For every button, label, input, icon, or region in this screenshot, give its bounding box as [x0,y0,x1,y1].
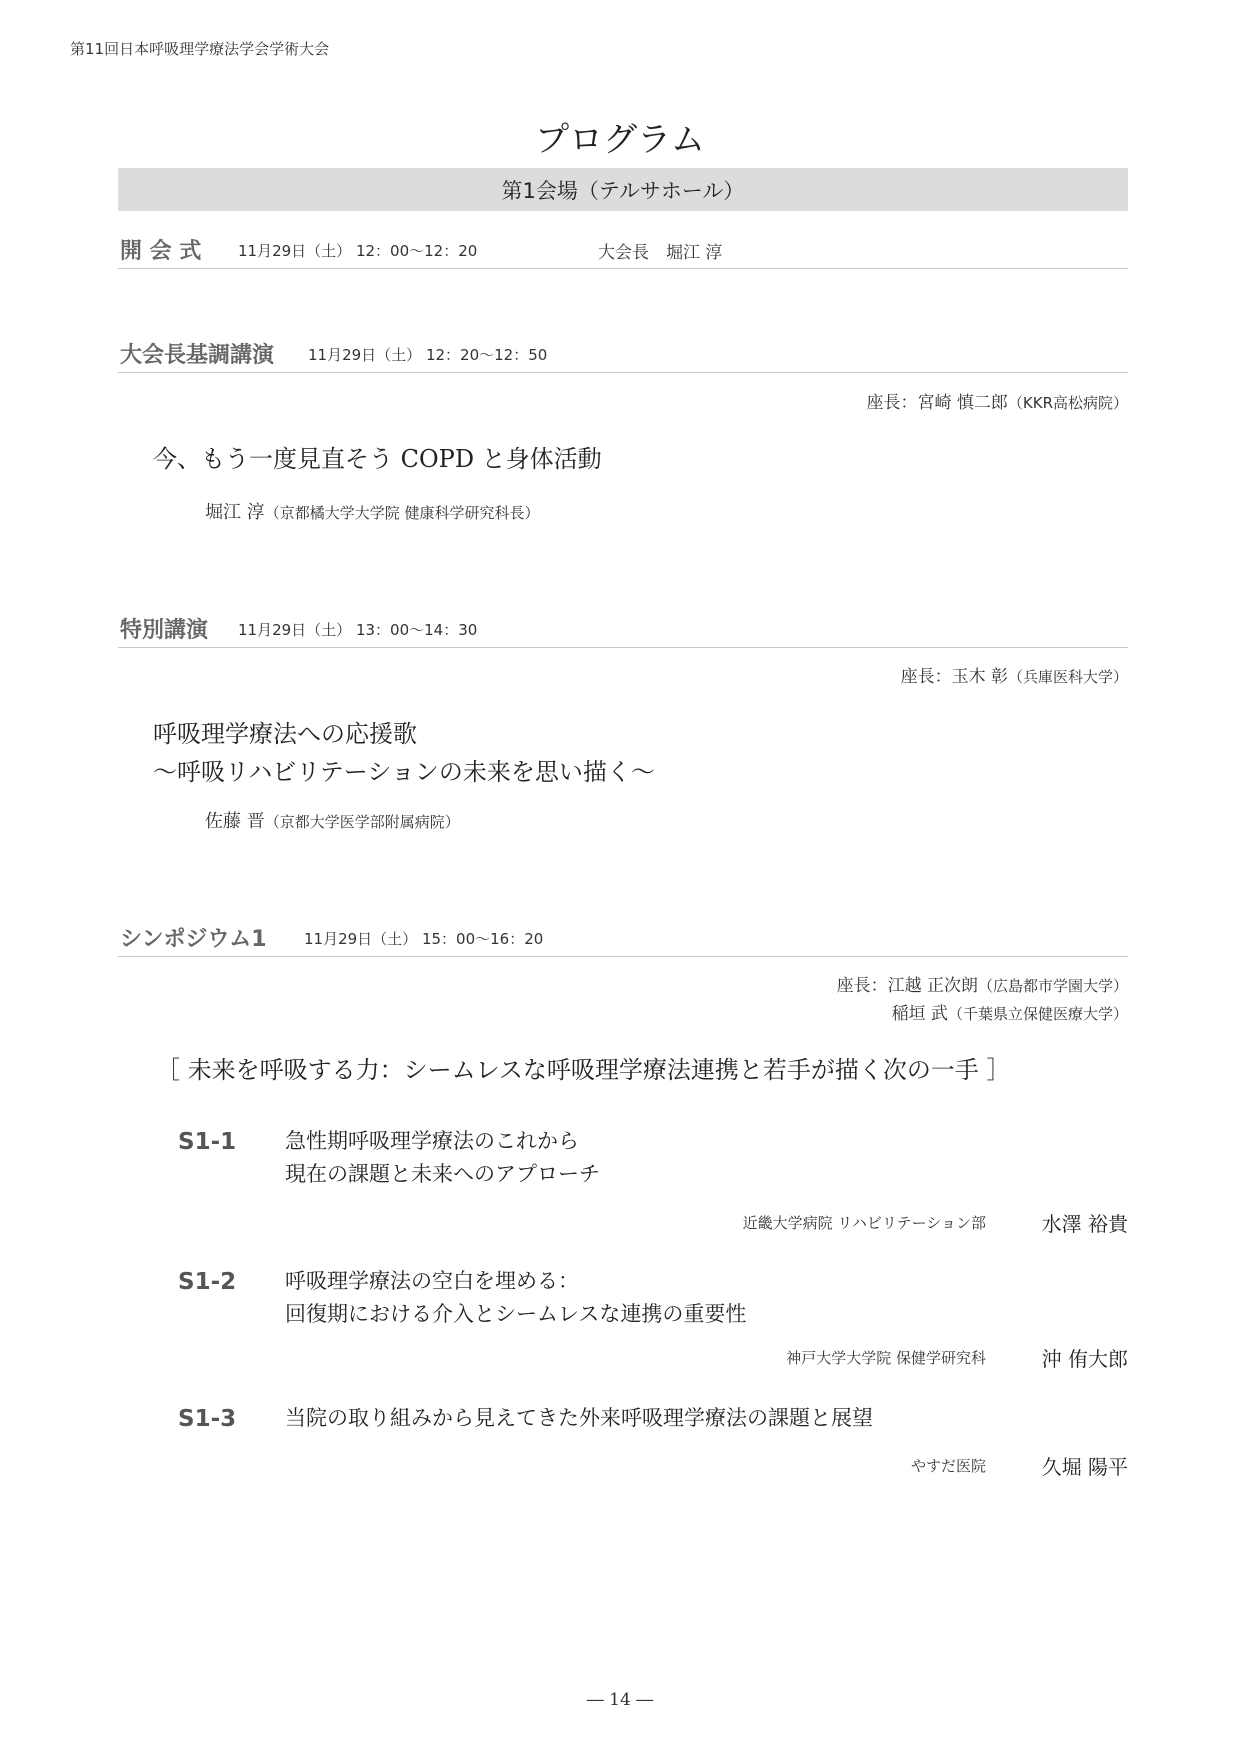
special-speaker [205,807,460,833]
special-chair-affiliation: （兵庫医科大学） [1007,668,1128,686]
talk-speaker-s1-1: 水澤 裕貴 [1041,1212,1128,1236]
keynote-speaker-affiliation: （京都橘大学大学院 健康科学研究科長） [264,504,540,522]
keynote-time: 11月29日（土） 12：20～12：50 [308,346,548,364]
talk-title-s1-3-line1: 当院の取り組みから見えてきた外来呼吸理学療法の課題と展望 [285,1406,873,1430]
symposium-chair-2 [892,999,1128,1024]
page-number: ― 14 ― [586,1690,654,1710]
symposium-time: 11月29日（土） 15：00～16：20 [304,930,544,948]
symposium-section-header [118,918,1128,957]
talk-title-s1-1-line2: 現在の課題と未来へのアプローチ [285,1162,600,1186]
keynote-section-header [118,334,1128,373]
special-title-line2: ～呼吸リハビリテーションの未来を思い描く～ [153,758,655,786]
opening-time: 11月29日（土） 12：00～12：20 [238,242,478,260]
talk-speaker-s1-2: 沖 侑大郎 [1041,1347,1128,1371]
keynote-speaker [205,498,540,524]
symposium-chair-1-affiliation: （広島都市学園大学） [977,977,1128,995]
opening-president: 大会長 堀江 淳 [598,243,723,263]
talk-speaker-s1-3: 久堀 陽平 [1041,1455,1128,1479]
special-label: 特別講演 [120,618,209,643]
venue-label: 第1会場（テルサホール） [501,178,745,203]
talk-affiliation-s1-2: 神戸大学大学院 保健学研究科 [786,1349,986,1367]
keynote-speaker-name: 堀江 淳 [205,502,265,523]
opening-label: 開 会 式 [120,239,202,264]
venue-bar [118,168,1128,211]
talk-id-s1-1: S1-1 [178,1129,237,1155]
special-time: 11月29日（土） 13：00～14：30 [238,621,478,639]
page-title: プログラム [535,120,705,160]
symposium-label: シンポジウム1 [120,927,267,952]
special-chair [901,662,1128,687]
opening-section-header [118,230,1128,269]
keynote-title: 今、もう一度見直そう COPD と身体活動 [153,445,602,473]
running-header: 第11回日本呼吸理学療法学会学術大会 [70,40,330,58]
special-section-header [118,609,1128,648]
talk-id-s1-3: S1-3 [178,1406,237,1432]
symposium-theme: ［ 未来を呼吸する力：シームレスな呼吸理学療法連携と若手が描く次の一手 ］ [156,1056,1011,1084]
symposium-chair-1-name: 座長：江越 正次朗 [836,976,978,996]
special-speaker-affiliation: （京都大学医学部附属病院） [264,813,460,831]
special-title-line1: 呼吸理学療法への応援歌 [153,720,417,748]
talk-affiliation-s1-1: 近畿大学病院 リハビリテーション部 [742,1214,986,1232]
symposium-chair-2-name: 稲垣 武 [891,1004,948,1024]
talk-affiliation-s1-3: やすだ医院 [910,1457,986,1475]
symposium-chair-2-affiliation: （千葉県立保健医療大学） [947,1005,1128,1023]
symposium-chair-1 [837,971,1128,996]
talk-title-s1-2-line2: 回復期における介入とシームレスな連携の重要性 [285,1302,747,1326]
talk-id-s1-2: S1-2 [178,1269,237,1295]
talk-title-s1-2-line1: 呼吸理学療法の空白を埋める： [285,1269,579,1293]
talk-title-s1-1-line1: 急性期呼吸理学療法のこれから [285,1129,579,1153]
special-chair-name: 座長：玉木 彰 [900,667,1008,687]
keynote-chair-name: 座長：宮崎 慎二郎 [866,393,1008,413]
keynote-chair-affiliation: （KKR高松病院） [1007,394,1128,412]
keynote-label: 大会長基調講演 [120,343,275,368]
special-speaker-name: 佐藤 晋 [205,811,265,832]
keynote-chair [866,388,1128,413]
